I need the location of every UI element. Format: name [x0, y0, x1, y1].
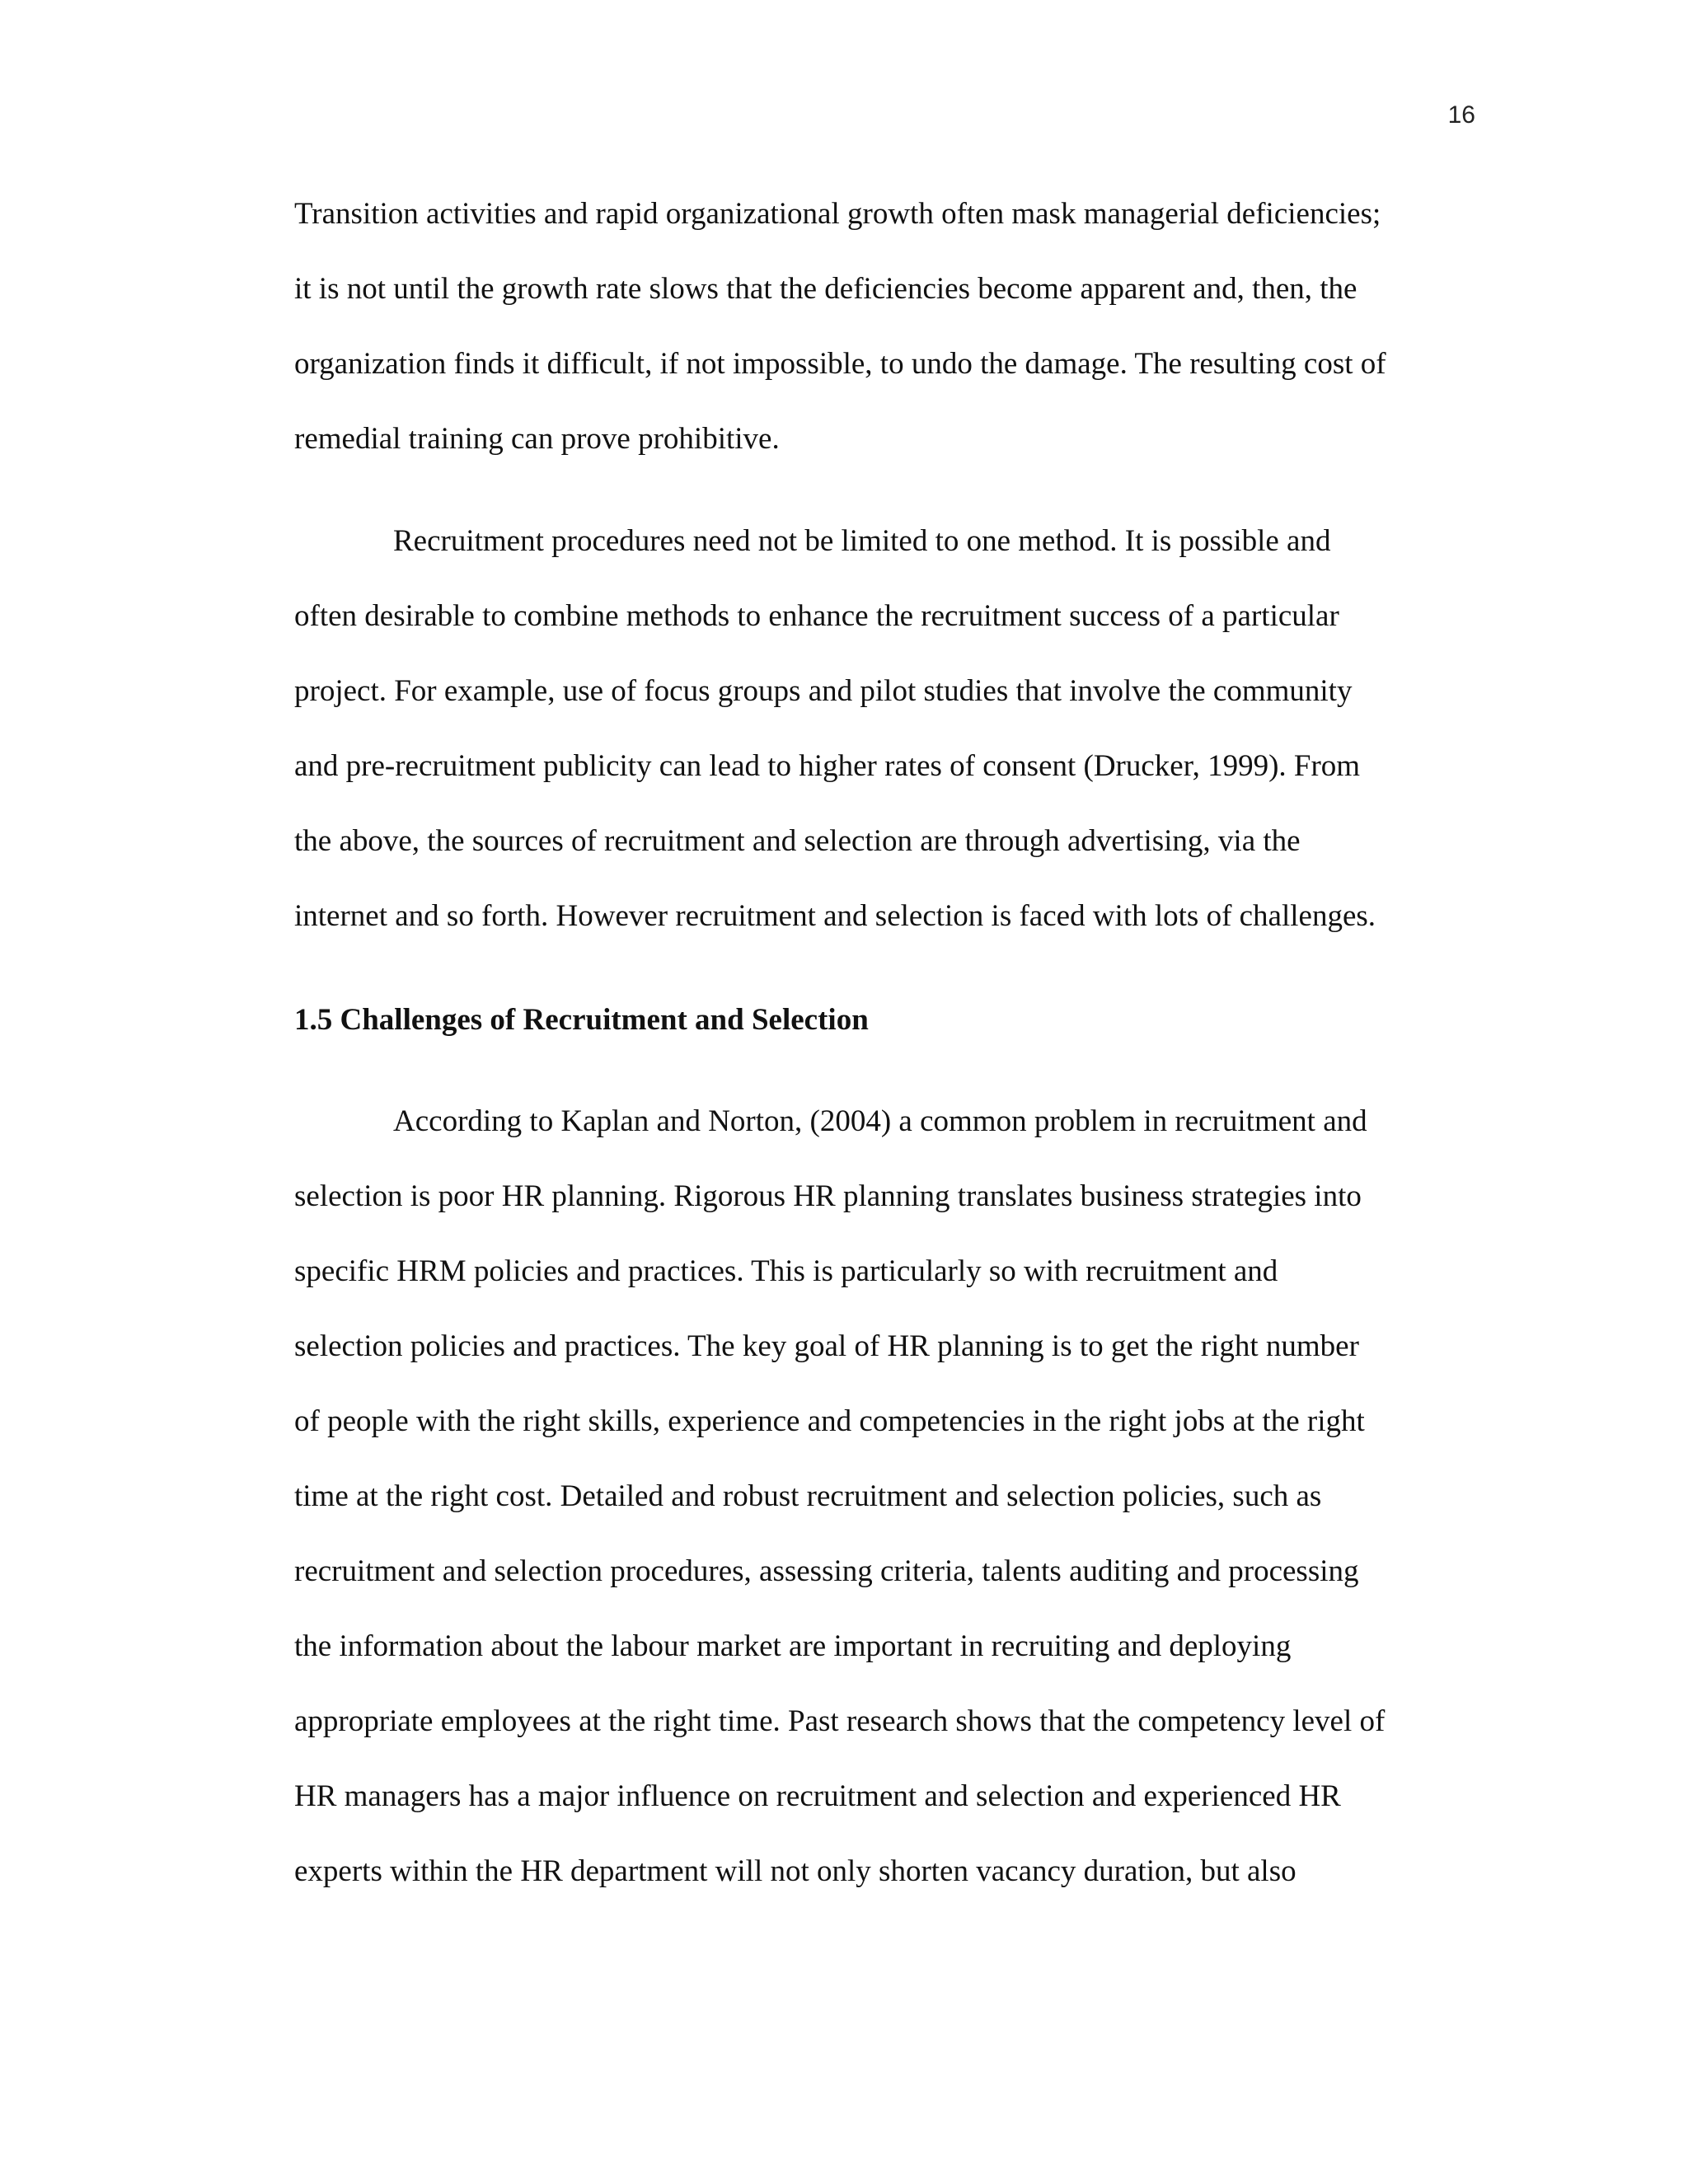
paragraph-line: selection is poor HR planning. Rigorous HR planning translates business strategies into: [294, 1179, 1362, 1213]
paragraph-line: specific HRM policies and practices. This is particularly so with recruitment and: [294, 1254, 1278, 1288]
paragraph-line: remedial training can prove prohibitive.: [294, 422, 780, 456]
paragraph-line: appropriate employees at the right time. Past research shows that the competency level of: [294, 1704, 1386, 1738]
section-heading: 1.5 Challenges of Recruitment and Selection: [294, 1003, 869, 1037]
paragraph-line: internet and so forth. However recruitment and selection is faced with lots of challenges.: [294, 899, 1376, 933]
paragraph-line: it is not until the growth rate slows that the deficiencies become apparent and, then, the: [294, 272, 1357, 306]
paragraph-line: often desirable to combine methods to enhance the recruitment success of a particular: [294, 599, 1339, 633]
paragraph-line: HR managers has a major influence on recruitment and selection and experienced HR: [294, 1779, 1341, 1813]
paragraph-line: recruitment and selection procedures, assessing criteria, talents auditing and processing: [294, 1554, 1359, 1588]
paragraph-line: organization finds it difficult, if not impossible, to undo the damage. The resulting cost of: [294, 347, 1386, 381]
page-number: 16: [1447, 101, 1475, 129]
paragraph-line: experts within the HR department will not only shorten vacancy duration, but also: [294, 1854, 1296, 1888]
paragraph-line: the above, the sources of recruitment and selection are through advertising, via the: [294, 824, 1301, 858]
paragraph-line: selection policies and practices. The key goal of HR planning is to get the right number: [294, 1329, 1359, 1363]
paragraph-line: time at the right cost. Detailed and robust recruitment and selection policies, such as: [294, 1479, 1322, 1513]
paragraph-line: According to Kaplan and Norton, (2004) a common problem in recruitment and: [393, 1104, 1367, 1138]
paragraph-line: of people with the right skills, experience and competencies in the right jobs at the right: [294, 1404, 1365, 1438]
paragraph-line: Recruitment procedures need not be limited to one method. It is possible and: [393, 524, 1331, 558]
paragraph-line: the information about the labour market are important in recruiting and deploying: [294, 1629, 1292, 1663]
paragraph-line: Transition activities and rapid organizational growth often mask managerial deficiencies;: [294, 197, 1381, 231]
paragraph-line: project. For example, use of focus groups and pilot studies that involve the community: [294, 674, 1353, 708]
paragraph-line: and pre-recruitment publicity can lead to higher rates of consent (Drucker, 1999). From: [294, 749, 1361, 783]
